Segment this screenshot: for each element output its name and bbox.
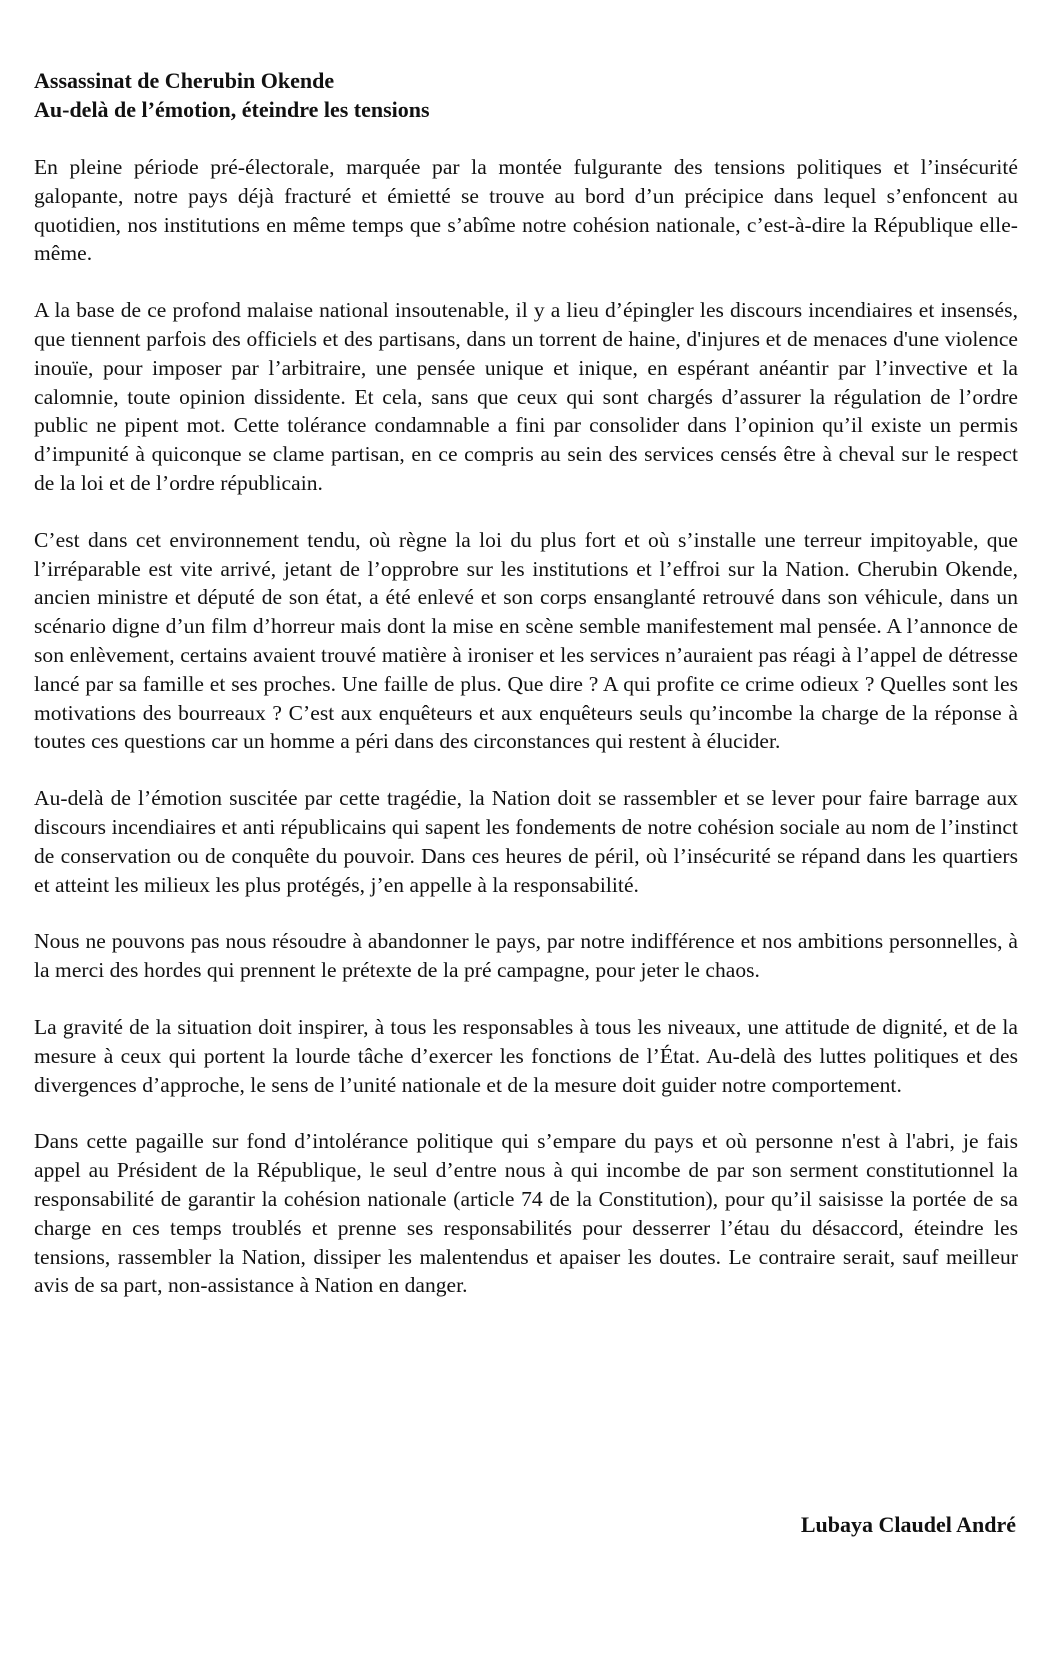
paragraph-5: Nous ne pouvons pas nous résoudre à abandonner le pays, par notre indifférence et nos ambitions personnelles, à la merci des hordes qui prennent le prétexte de la pré campagne, pour jeter le chaos. [34,929,1018,983]
paragraph-4: Au-delà de l’émotion suscitée par cette tragédie, la Nation doit se rassembler et se lever pour faire barrage aux discours incendiaires et anti républicains qui sapent les fondements de notre cohésion sociale au nom de l’instinct de conservation ou de conquête du pouvoir. Dans ces heures de péril, où l’insécurité se répand dans les quartiers et atteint les milieux les plus protégés, j’en appelle à la responsabilité. [34,786,1018,897]
article-title: Assassinat de Cherubin Okende [34,68,335,93]
article-body [34,66,1018,1328]
article-header [34,66,1018,124]
paragraph-6: La gravité de la situation doit inspirer, à tous les responsables à tous les niveaux, une attitude de dignité, et de la mesure à ceux qui portent la lourde tâche d’exercer les fonctions de l’État. Au-delà des luttes politiques et des divergences d’approche, le sens de l’unité nationale et de la mesure doit guider notre comportement. [34,1014,1018,1097]
article-subtitle: Au-delà de l’émotion, éteindre les tensions [34,97,430,122]
paragraph-2: A la base de ce profond malaise national insoutenable, il y a lieu d’épingler les discours incendiaires et insensés, que tiennent parfois des officiels et des partisans, dans un torrent de haine, d'injures et de menaces d'une violence inouïe, pour imposer par l’arbitraire, une pensée unique et inique, en espérant anéantir par l’invective et la calomnie, toute opinion dissidente. Et cela, sans que ceux qui sont chargés d’assurer la régulation de l’ordre public ne pipent mot. Cette tolérance condamnable a fini par consolider dans l’opinion qu’il existe un permis d’impunité à quiconque se clame partisan, en ce compris au sein des services censés être à cheval sur le respect de la loi et de l’ordre républicain. [34,298,1018,495]
author-signature: Lubaya Claudel André [800,1512,1016,1537]
paragraph-3: C’est dans cet environnement tendu, où règne la loi du plus fort et où s’installe une terreur impitoyable, que l’irréparable est vite arrivé, jetant de l’opprobre sur les institutions et l’effroi sur la Nation. Cherubin Okende, ancien ministre et député de son état, a été enlevé et son corps ensanglanté retrouvé dans son véhicule, dans un scénario digne d’un film d’horreur mais dont la mise en scène semble manifestement mal pensée. A l’annonce de son enlèvement, certains avaient trouvé matière à ironiser et les services n’auraient pas réagi à l’appel de détresse lancé par sa famille et ses proches. Une faille de plus. Que dire ? A qui profite ce crime odieux ? Quelles sont les motivations des bourreaux ? C’est aux enquêteurs et aux enquêteurs seuls qu’incombe la charge de la réponse à toutes ces questions car un homme a péri dans des circonstances qui restent à élucider. [34,527,1018,754]
paragraph-7: Dans cette pagaille sur fond d’intolérance politique qui s’empare du pays et où personne n'est à l'abri, je fais appel au Président de la République, le seul d’entre nous à qui incombe de par son serment constitutionnel la responsabilité de garantir la cohésion nationale (article 74 de la Constitution), pour qu’il saisisse la portée de sa charge en ces temps troublés et prenne ses responsabilités pour desserrer l’étau du désaccord, éteindre les tensions, rassembler la Nation, dissiper les malentendus et apaiser les doutes. Le contraire serait, sauf meilleur avis de sa part, non-assistance à Nation en danger. [34,1129,1018,1298]
paragraph-1: En pleine période pré-électorale, marquée par la montée fulgurante des tensions politiques et l’insécurité galopante, notre pays déjà fracturé et émietté se trouve au bord d’un précipice dans lequel s’enfoncent au quotidien, nos institutions en même temps que s’abîme notre cohésion nationale, c’est-à-dire la République elle-même. [34,155,1018,266]
